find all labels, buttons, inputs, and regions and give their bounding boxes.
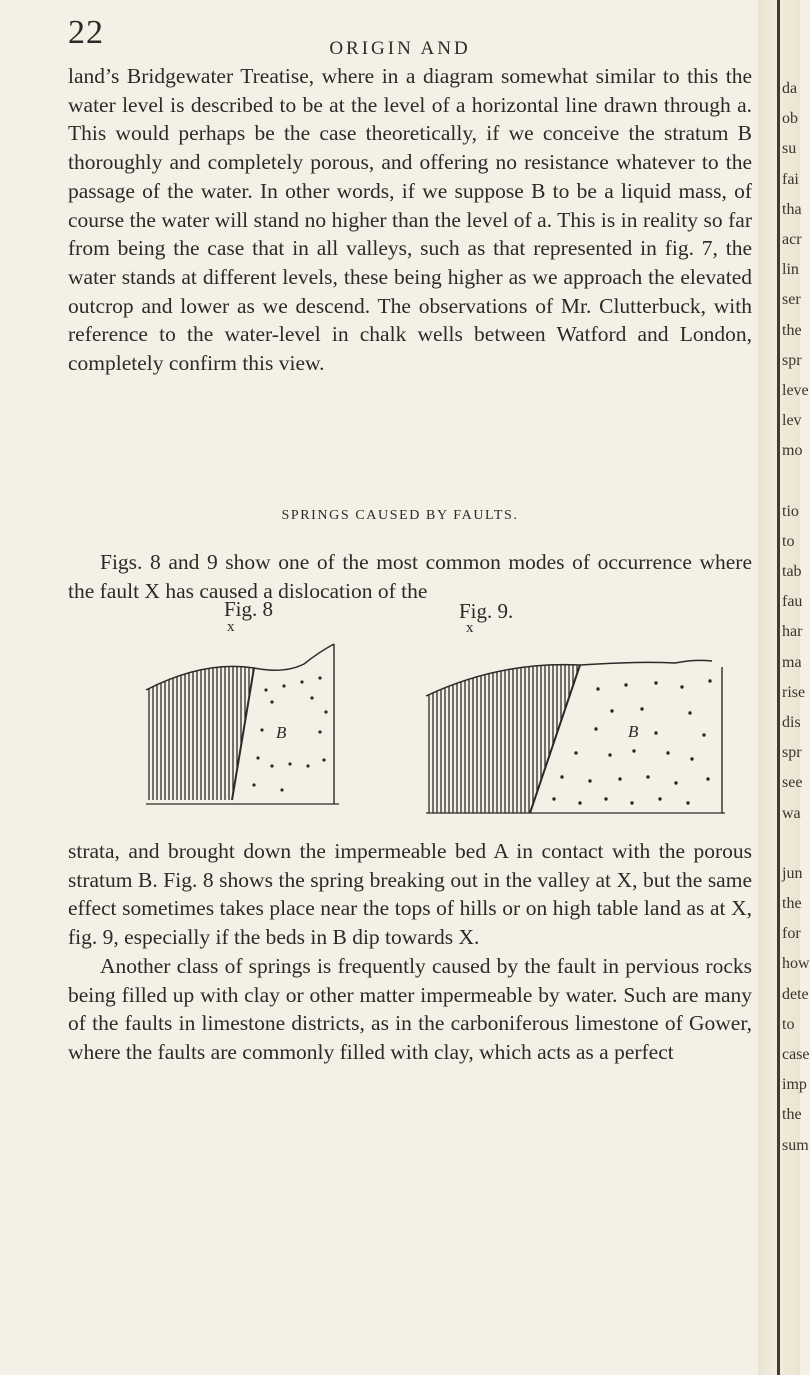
adjacent-fragment: the (782, 1106, 802, 1124)
adjacent-fragment: how (782, 955, 810, 973)
adjacent-fragment: wa (782, 804, 801, 822)
section-heading: SPRINGS CAUSED BY FAULTS. (281, 508, 519, 523)
adjacent-fragment: dis (782, 713, 801, 731)
paragraph-clay-faults: Another class of springs is frequently caused by the fault in pervious rocks being filled up with clay or other matter impermeable by water. Such are many of the faults in limestone districts, as in the carboniferous limestone of Gower, where the faults are commonly filled with clay, which acts as a perfect (68, 953, 752, 1064)
adjacent-fragment (782, 466, 800, 496)
body-text-bottom (68, 837, 752, 1067)
adjacent-fragment: fai (782, 170, 799, 188)
adjacent-fragment: ser (782, 291, 801, 309)
adjacent-fragment (782, 829, 800, 859)
adjacent-fragment: for (782, 925, 801, 943)
fig-9-caption: Fig. 9. (459, 599, 514, 623)
impermeable-bed-a (146, 666, 254, 800)
adjacent-fragment: da (782, 80, 798, 97)
adjacent-fragment: spr (782, 351, 802, 369)
page-gutter-rule (777, 0, 780, 1375)
fig-8-caption: Fig. 8 (224, 597, 274, 621)
fig-9-bed-label: B (628, 722, 639, 741)
adjacent-fragment: mo (782, 442, 803, 460)
adjacent-fragment: lev (782, 412, 802, 430)
fig-8-diagram (144, 640, 344, 808)
porous-stratum-b-dots (252, 676, 327, 791)
adjacent-fragment: fau (782, 593, 803, 611)
body-text-intro-figs (68, 548, 752, 605)
fig-8-bed-label: B (276, 723, 287, 742)
running-head: ORIGIN AND (329, 38, 471, 59)
adjacent-fragment: the (782, 895, 802, 913)
adjacent-fragment: su (782, 140, 797, 158)
adjacent-fragment: the (782, 321, 802, 339)
adjacent-fragment: imp (782, 1076, 807, 1094)
fig-9-fault-mark: x (466, 620, 474, 636)
adjacent-fragment: tha (782, 200, 802, 218)
adjacent-fragment: ma (782, 653, 802, 671)
adjacent-fragment: rise (782, 683, 806, 701)
adjacent-fragment: jun (782, 864, 803, 882)
adjacent-fragment: acr (782, 230, 802, 248)
adjacent-fragment: spr (782, 744, 802, 762)
adjacent-fragment: ob (782, 110, 798, 128)
paragraph-figs-intro: Figs. 8 and 9 show one of the most common modes of occurrence where the fault X has caused a dislocation of the (68, 550, 752, 603)
adjacent-fragment: see (782, 774, 803, 792)
adjacent-fragment: lin (782, 261, 799, 279)
body-text-top (68, 62, 752, 378)
porous-stratum-b-dots (552, 679, 711, 804)
adjacent-fragment: leve (782, 381, 809, 399)
adjacent-fragment: tio (782, 502, 799, 520)
adjacent-fragment: sum (782, 1136, 809, 1154)
adjacent-page-text (782, 74, 810, 1161)
paragraph-continued: land’s Bridgewater Treatise, where in a diagram somewhat similar to this the water level is described to be at the level of a horizontal line drawn through a. This would perhaps be the case theoretically, if we conceive the stratum B thoroughly and completely porous, and offering no resistance whatever to the passage of the water. In other words, if we suppose B to be a liquid mass, of course the water will stand no higher than the level of a. This is in reality so far from being the case that in all valleys, such as that represented in fig. 7, the water stands at different levels, these being higher as we approach the elevated outcrop and lower as we descend. The observations of Mr. Clutterbuck, with reference to the water-level in chalk wells between Watford and London, completely confirm this view. (68, 64, 752, 376)
fig-9-diagram (420, 641, 730, 821)
paragraph-figs-explanation: strata, and brought down the impermeable bed A in contact with the porous stratum B. Fig. 8 shows the spring breaking out in the valley at X, but the same effect sometimes takes place near the tops of hills or on high table land as at X, fig. 9, especially if the beds in B dip towards X. (68, 839, 752, 950)
adjacent-fragment: dete (782, 985, 809, 1003)
adjacent-fragment: tab (782, 563, 802, 580)
adjacent-fragment: to (782, 1015, 795, 1033)
page-number: 22 (68, 14, 104, 51)
adjacent-fragment: har (782, 623, 803, 641)
adjacent-fragment: case (782, 1046, 810, 1063)
adjacent-fragment: to (782, 532, 795, 550)
fig-8-fault-mark: x (227, 619, 235, 635)
